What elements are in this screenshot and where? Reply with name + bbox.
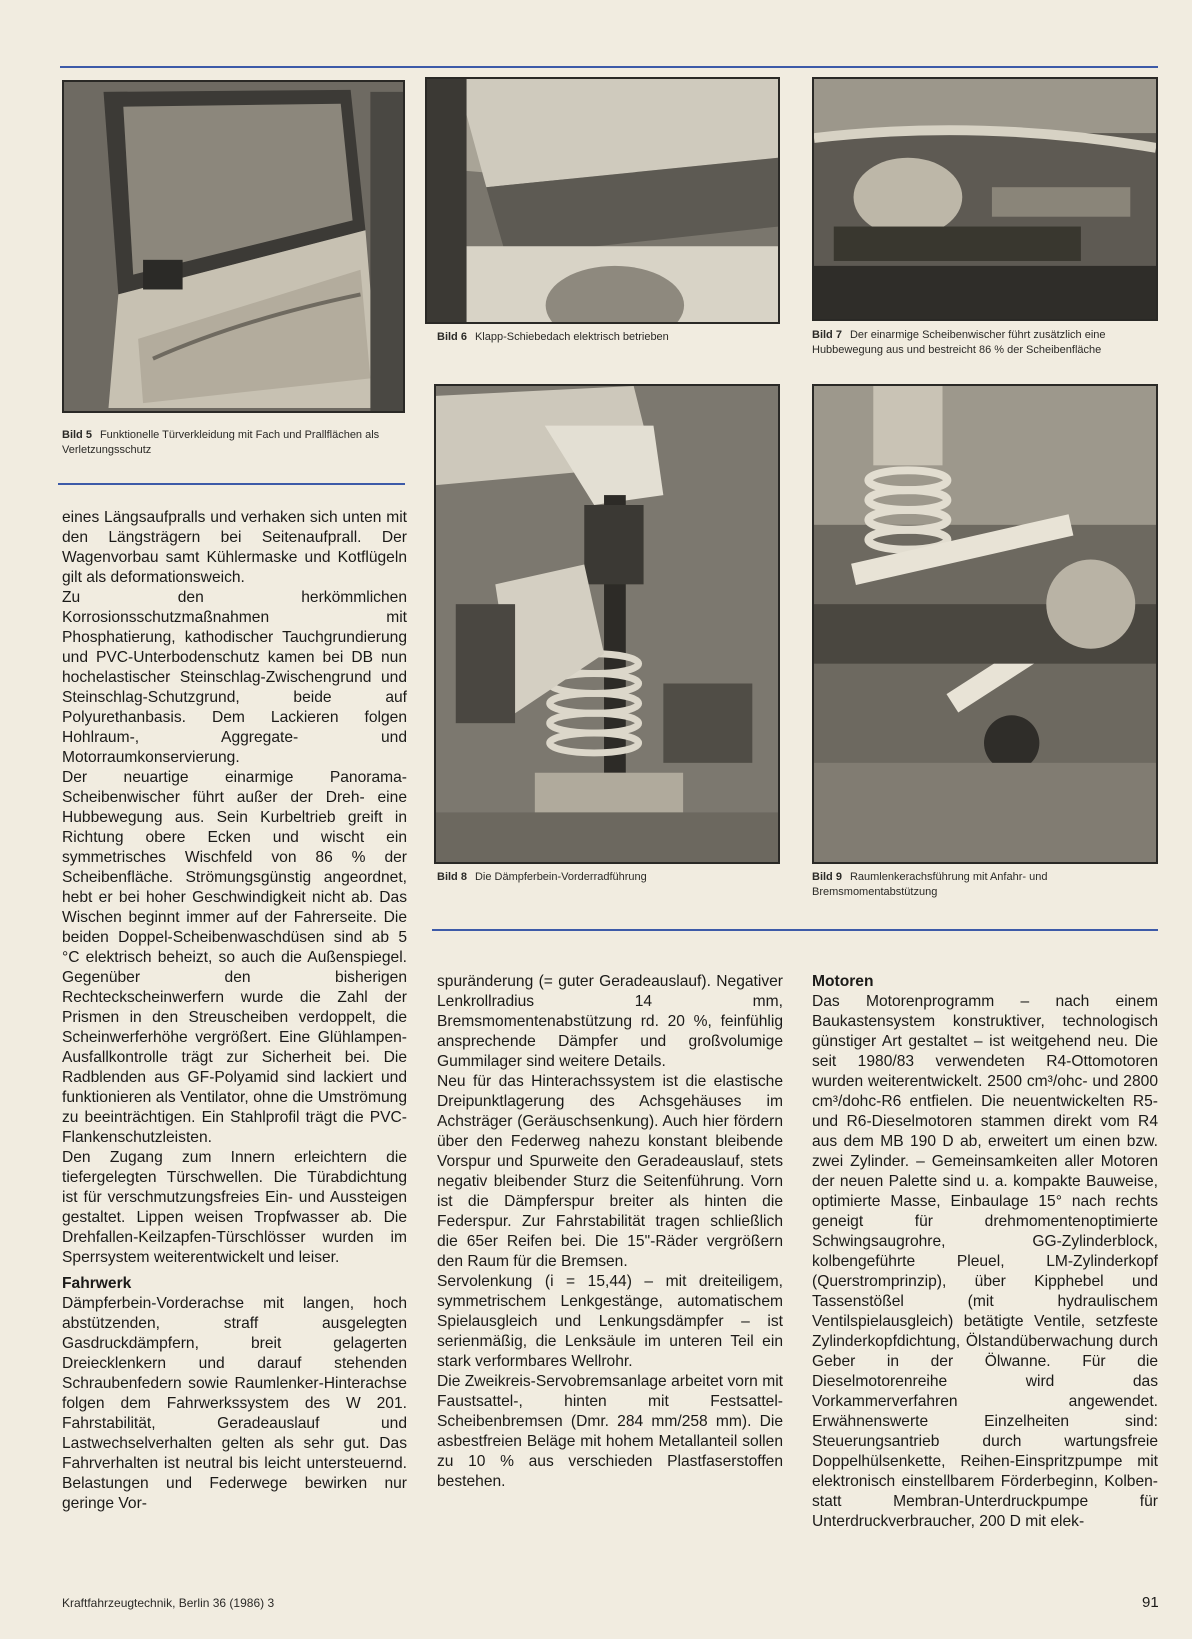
top-rule — [60, 66, 1158, 68]
caption-bild6-label: Bild 6 — [437, 331, 467, 343]
caption-bild9-text: Raumlenkerachsführung mit Anfahr- und Bremsmomentabstützung — [812, 871, 1048, 898]
article-column-2 — [437, 972, 783, 1492]
photo-bild7-wiper — [812, 77, 1158, 321]
caption-bild8 — [437, 870, 777, 885]
caption-bild8-label: Bild 8 — [437, 871, 467, 883]
photo-bild9-rear-axle — [812, 384, 1158, 864]
caption-bild9 — [812, 870, 1158, 900]
col1-paragraph-1: eines Längsaufpralls und verhaken sich unten mit den Längsträgern bei Seitenaufprall. Der Wagenvorbau samt Kühlermaske und Kotflügeln gilt als deformationsweich. — [62, 509, 407, 586]
photo-bild5-door — [62, 80, 405, 413]
footer-journal: Kraftfahrzeugtechnik, Berlin 36 (1986) 3 — [62, 1596, 275, 1610]
col1-paragraph-3: Der neuartige einarmige Panorama-Scheibenwischer führt außer der Dreh- eine Hubbewegung aus. Sein Kurbeltrieb greift in Richtung obere Ecken und wischt ein symmetrisches Wischfeld von 86 % der Scheibenfläche. Strömungsgünstig angeordnet, hebt er bei hoher Geschwindigkeit nicht ab. Das Wischen beginnt immer auf der Fahrerseite. Die beiden Doppel-Scheibenwaschdüsen sind ab 5 °C elektrisch beheizt, so auch die Außenspiegel. Gegenüber den bisherigen Rechteckscheinwerfern wurde die Zahl der Prismen in den Streuscheiben verdoppelt, die Scheinwerferhöhe vergrößert. Eine Glühlampen-Ausfallkontrolle trägt zur Sicherheit bei. Die Radblenden aus GF-Polyamid sind lackiert und funktionieren als Ventilator, ohne die Umströmung zu beeinträchtigen. Ein Stahlprofil trägt die PVC-Flankenschutzleisten. — [62, 769, 407, 1146]
article-column-3 — [812, 972, 1158, 1532]
col2-paragraph-4: Die Zweikreis-Servobremsanlage arbeitet vorn mit Faustsattel-, hinten mit Festsattel-Scheibenbremsen (Dmr. 284 mm/258 mm). Die asbestfreien Beläge mit hohem Metallanteil sollen zu 10 % aus verschieden Plastfaserstoffen bestehen. — [437, 1373, 783, 1490]
col1-paragraph-5: Dämpferbein-Vorderachse mit langen, hoch abstützenden, straff ausgelegten Gasdruckdämpfern, breit gelagerten Dreiecklenkern und darauf stehenden Schraubenfedern sowie Raumlenker-Hinterachse folgen dem Fahrwerkssystem des W 201. Fahrstabilität, Geradeauslauf und Lastwechselverhalten gelten als sehr gut. Das Fahrverhalten ist neutral bis leicht untersteuernd. Belastungen und Federwege bewirken nur geringe Vor- — [62, 1295, 407, 1512]
caption-bild9-label: Bild 9 — [812, 871, 842, 883]
col2-paragraph-1: spuränderung (= guter Geradeauslauf). Negativer Lenkrollradius 14 mm, Bremsmomentenabstützung rd. 20 %, feinfühlig ansprechende Dämpfer und großvolumige Gummilager sind weitere Details. — [437, 973, 783, 1070]
col2-paragraph-3: Servolenkung (i = 15,44) – mit dreiteiligem, symmetrischem Lenkgestänge, automatischem Spielausgleich und Lenkungsdämpfer – ist serienmäßig, die Lenksäule im unteren Teil ein stark verformbares Wellrohr. — [437, 1273, 783, 1370]
col1-paragraph-4: Den Zugang zum Innern erleichtern die tiefergelegten Türschwellen. Die Türabdichtung ist für verschmutzungsfreies Ein- und Aussteigen gestaltet. Lippen weisen Tropfwasser ab. Die Drehfallen-Keilzapfen-Türschlösser wurden im Sperrsystem weiterentwickelt und leiser. — [62, 1149, 407, 1266]
rule-under-bild5 — [58, 483, 405, 485]
photo-bild6-sunroof — [425, 77, 780, 324]
col3-paragraph-1: Das Motorenprogramm – nach einem Baukastensystem konstruktiver, technologisch günstiger Art gestaltet – ist weitgehend neu. Die seit 1980/83 verwendeten R4-Ottomotoren wurden weiterentwickelt. 2500 cm³/ohc- und 2800 cm³/dohc-R6 entfielen. Die neuentwickelten R5- und R6-Dieselmotoren stammen direkt vom R4 aus dem MB 190 D ab, erweitert um einen bzw. zwei Zylinder. – Gemeinsamkeiten aller Motoren der neuen Palette sind u. a. kompakte Bauweise, optimierte Masse, Einbaulage 15° nach rechts geneigt für drehmomentenoptimierte Schwingsaugrohre, GG-Zylinderblock, kolbengeführte Pleuel, LM-Zylinderkopf (Querstromprinzip), über Kipphebel und Tassenstößel (mit hydraulischem Ventilspielausgleich) betätigte Ventile, setzfeste Zylinderkopfdichtung, Ölstandüberwachung durch Geber in der Ölwanne. Für die Dieselmotorenreihe wird das Vorkammerverfahren angewendet. Erwähnenswerte Einzelheiten sind: Steuerungsantrieb durch wartungsfreie Doppelhülsenkette, Reihen-Einspritzpumpe mit elektronisch einstellbarem Förderbeginn, Kolben- statt Membran-Unterdruckpumpe für Unterdruckverbraucher, 200 D mit elek- — [812, 993, 1158, 1530]
caption-bild6-text: Klapp-Schiebedach elektrisch betrieben — [474, 331, 669, 343]
rule-under-photos — [432, 929, 1158, 931]
photo-bild8-front-strut — [434, 384, 780, 864]
heading-motoren: Motoren — [812, 973, 874, 990]
caption-bild6 — [437, 330, 777, 345]
caption-bild5-label: Bild 5 — [62, 429, 92, 441]
caption-bild5 — [62, 428, 405, 458]
article-column-1 — [62, 508, 407, 1514]
caption-bild7-label: Bild 7 — [812, 329, 842, 341]
page-number: 91 — [1142, 1594, 1159, 1611]
caption-bild7 — [812, 328, 1158, 358]
col1-paragraph-2: Zu den herkömmlichen Korrosionsschutzmaßnahmen mit Phosphatierung, kathodischer Tauchgrundierung und PVC-Unterbodenschutz kamen bei DB nun hochelastischer Steinschlag-Zwischengrund und Steinschlag-Schutzgrund, beide auf Polyurethanbasis. Dem Lackieren folgen Hohlraum-, Aggregate- und Motorraumkonservierung. — [62, 589, 407, 766]
caption-bild8-text: Die Dämpferbein-Vorderradführung — [474, 871, 647, 883]
heading-fahrwerk: Fahrwerk — [62, 1275, 132, 1292]
col2-paragraph-2: Neu für das Hinterachssystem ist die elastische Dreipunktlagerung des Achsgehäuses im Achsträger (Geräuschsenkung). Auch hier fördern über den Federweg nahezu konstant bleibende Vorspur und Spurweite den Geradeauslauf, stets negativ bleibender Sturz die Seitenführung. Vorn ist die Dämpferspur breiter als hinten die Federspur. Zur Fahrstabilität tragen schließlich die 65er Reifen bei. Die 15"-Räder vergrößern den Raum für die Bremsen. — [437, 1073, 783, 1270]
caption-bild5-text: Funktionelle Türverkleidung mit Fach und Prallflächen als Verletzungsschutz — [62, 429, 380, 456]
caption-bild7-text: Der einarmige Scheibenwischer führt zusätzlich eine Hubbewegung aus und bestreicht 86 % der Scheibenfläche — [812, 329, 1106, 356]
